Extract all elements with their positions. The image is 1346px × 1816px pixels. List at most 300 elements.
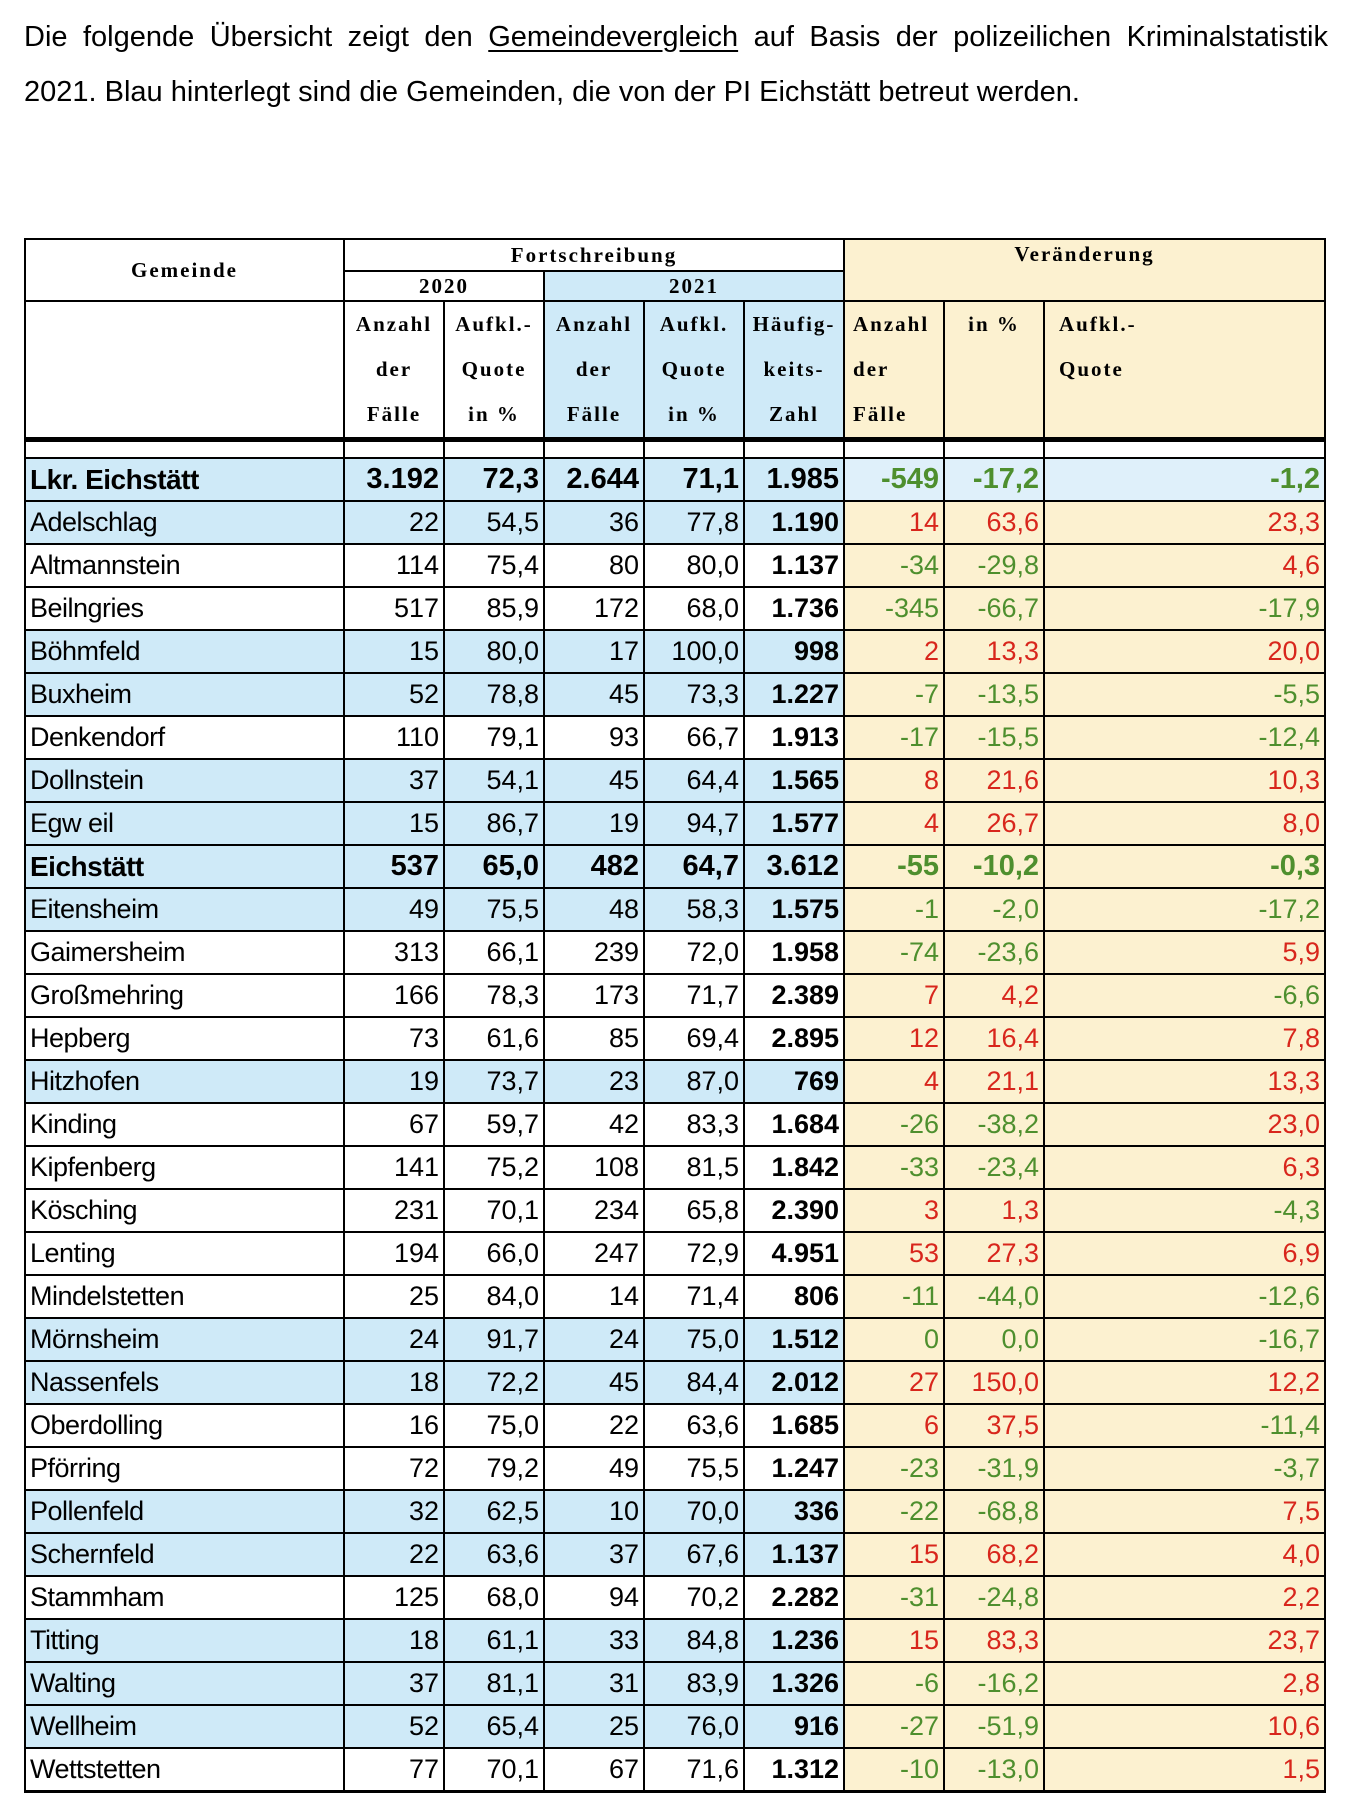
header-year-2021: 2021	[544, 271, 844, 301]
table-row	[25, 1490, 1325, 1533]
cell-q20: 91,7	[444, 1318, 544, 1361]
cell-dp: 1,3	[944, 1189, 1044, 1232]
table-row	[25, 716, 1325, 759]
cell-name: Hitzhofen	[25, 1060, 344, 1103]
cell-dp: -31,9	[944, 1447, 1044, 1490]
cell-a20: 19	[344, 1060, 444, 1103]
cell-name: Schernfeld	[25, 1533, 344, 1576]
cell-q21: 73,3	[644, 673, 744, 716]
cell-q20: 65,4	[444, 1705, 544, 1748]
header-gemeinde-blank	[25, 301, 344, 440]
cell-dq: 5,9	[1044, 931, 1325, 974]
cell-hz: 1.512	[744, 1318, 844, 1361]
cell-a21: 173	[544, 974, 644, 1017]
cell-dp: -10,2	[944, 845, 1044, 888]
cell-dp: -16,2	[944, 1662, 1044, 1705]
cell-a21: 25	[544, 1705, 644, 1748]
cell-q21: 80,0	[644, 544, 744, 587]
cell-da: -6	[844, 1662, 944, 1705]
cell-q20: 75,4	[444, 544, 544, 587]
cell-q20: 54,5	[444, 501, 544, 544]
cell-a21: 48	[544, 888, 644, 931]
cell-name: Hepberg	[25, 1017, 344, 1060]
cell-name: Stammham	[25, 1576, 344, 1619]
table-row	[25, 1017, 1325, 1060]
cell-q21: 58,3	[644, 888, 744, 931]
cell-dp: -13,0	[944, 1748, 1044, 1792]
cell-name: Gaimersheim	[25, 931, 344, 974]
cell-da: -26	[844, 1103, 944, 1146]
cell-q20: 72,3	[444, 458, 544, 501]
cell-name: Böhmfeld	[25, 630, 344, 673]
cell-q21: 68,0	[644, 587, 744, 630]
cell-a20: 125	[344, 1576, 444, 1619]
cell-dq: 13,3	[1044, 1060, 1325, 1103]
cell-hz: 3.612	[744, 845, 844, 888]
cell-a21: 108	[544, 1146, 644, 1189]
cell-hz: 1.842	[744, 1146, 844, 1189]
cell-da: 53	[844, 1232, 944, 1275]
cell-a21: 80	[544, 544, 644, 587]
cell-q20: 85,9	[444, 587, 544, 630]
cell-dq: 4,6	[1044, 544, 1325, 587]
cell-da: 4	[844, 802, 944, 845]
cell-da: 14	[844, 501, 944, 544]
cell-name: Denkendorf	[25, 716, 344, 759]
cell-da: -11	[844, 1275, 944, 1318]
cell-a21: 14	[544, 1275, 644, 1318]
table-row	[25, 1447, 1325, 1490]
cell-dp: 4,2	[944, 974, 1044, 1017]
cell-dq: -5,5	[1044, 673, 1325, 716]
cell-hz: 1.684	[744, 1103, 844, 1146]
cell-dq: -3,7	[1044, 1447, 1325, 1490]
cell-a20: 22	[344, 501, 444, 544]
cell-dq: -12,4	[1044, 716, 1325, 759]
cell-name: Kipfenberg	[25, 1146, 344, 1189]
cell-hz: 1.685	[744, 1404, 844, 1447]
cell-name: Dollnstein	[25, 759, 344, 802]
cell-hz: 1.137	[744, 544, 844, 587]
cell-a20: 18	[344, 1361, 444, 1404]
cell-name: Mindelstetten	[25, 1275, 344, 1318]
cell-dp: -68,8	[944, 1490, 1044, 1533]
cell-dq: 20,0	[1044, 630, 1325, 673]
cell-name: Großmehring	[25, 974, 344, 1017]
table-row	[25, 1361, 1325, 1404]
cell-a21: 24	[544, 1318, 644, 1361]
cell-da: 7	[844, 974, 944, 1017]
cell-q20: 79,1	[444, 716, 544, 759]
table-row	[25, 1404, 1325, 1447]
cell-dp: 37,5	[944, 1404, 1044, 1447]
cell-name: Pollenfeld	[25, 1490, 344, 1533]
table-row	[25, 630, 1325, 673]
cell-a20: 37	[344, 1662, 444, 1705]
cell-a21: 31	[544, 1662, 644, 1705]
cell-q20: 63,6	[444, 1533, 544, 1576]
cell-a21: 67	[544, 1748, 644, 1792]
cell-q21: 72,9	[644, 1232, 744, 1275]
cell-hz: 1.575	[744, 888, 844, 931]
cell-hz: 4.951	[744, 1232, 844, 1275]
cell-da: 15	[844, 1533, 944, 1576]
cell-da: -7	[844, 673, 944, 716]
cell-da: 2	[844, 630, 944, 673]
cell-a21: 482	[544, 845, 644, 888]
header-change-anzahl: Anzahl der Fälle	[844, 301, 944, 440]
cell-a21: 22	[544, 1404, 644, 1447]
cell-dq: 10,3	[1044, 759, 1325, 802]
cell-q21: 81,5	[644, 1146, 744, 1189]
cell-dq: 6,3	[1044, 1146, 1325, 1189]
cell-q20: 68,0	[444, 1576, 544, 1619]
cell-q21: 71,6	[644, 1748, 744, 1792]
cell-da: -549	[844, 458, 944, 501]
cell-name: Beilngries	[25, 587, 344, 630]
header-change-pct: in %	[944, 301, 1044, 440]
cell-hz: 916	[744, 1705, 844, 1748]
cell-dq: 4,0	[1044, 1533, 1325, 1576]
cell-q21: 64,7	[644, 845, 744, 888]
cell-q21: 94,7	[644, 802, 744, 845]
cell-dp: 83,3	[944, 1619, 1044, 1662]
header-aufkl-2020: Aufkl.- Quote in %	[444, 301, 544, 440]
cell-hz: 2.012	[744, 1361, 844, 1404]
cell-dq: 2,8	[1044, 1662, 1325, 1705]
cell-da: 0	[844, 1318, 944, 1361]
cell-da: 6	[844, 1404, 944, 1447]
cell-hz: 1.190	[744, 501, 844, 544]
cell-a20: 231	[344, 1189, 444, 1232]
cell-a20: 67	[344, 1103, 444, 1146]
cell-name: Altmannstein	[25, 544, 344, 587]
cell-a20: 141	[344, 1146, 444, 1189]
cell-q21: 67,6	[644, 1533, 744, 1576]
cell-q20: 66,0	[444, 1232, 544, 1275]
cell-a21: 23	[544, 1060, 644, 1103]
cell-a20: 32	[344, 1490, 444, 1533]
header-haeufigkeitszahl: Häufig- keits- Zahl	[744, 301, 844, 440]
cell-a21: 234	[544, 1189, 644, 1232]
cell-a20: 110	[344, 716, 444, 759]
header-veraenderung: Veränderung	[844, 239, 1325, 301]
cell-dp: -24,8	[944, 1576, 1044, 1619]
cell-hz: 2.895	[744, 1017, 844, 1060]
cell-hz: 1.326	[744, 1662, 844, 1705]
cell-q20: 75,5	[444, 888, 544, 931]
cell-q20: 72,2	[444, 1361, 544, 1404]
cell-q21: 100,0	[644, 630, 744, 673]
cell-q21: 75,5	[644, 1447, 744, 1490]
cell-q21: 87,0	[644, 1060, 744, 1103]
cell-a20: 16	[344, 1404, 444, 1447]
table-body	[25, 458, 1325, 1792]
cell-da: -1	[844, 888, 944, 931]
cell-name: Wellheim	[25, 1705, 344, 1748]
cell-a21: 10	[544, 1490, 644, 1533]
cell-a21: 36	[544, 501, 644, 544]
cell-dq: 8,0	[1044, 802, 1325, 845]
cell-dp: 27,3	[944, 1232, 1044, 1275]
cell-q20: 54,1	[444, 759, 544, 802]
cell-dp: -23,4	[944, 1146, 1044, 1189]
cell-da: -23	[844, 1447, 944, 1490]
comparison-table	[24, 238, 1325, 1793]
cell-a21: 17	[544, 630, 644, 673]
cell-a21: 37	[544, 1533, 644, 1576]
table-row	[25, 1533, 1325, 1576]
cell-dq: -0,3	[1044, 845, 1325, 888]
cell-da: 4	[844, 1060, 944, 1103]
cell-hz: 2.282	[744, 1576, 844, 1619]
cell-dq: -17,9	[1044, 587, 1325, 630]
table-row	[25, 1232, 1325, 1275]
cell-a20: 77	[344, 1748, 444, 1792]
cell-name: Lenting	[25, 1232, 344, 1275]
cell-a20: 72	[344, 1447, 444, 1490]
cell-da: 15	[844, 1619, 944, 1662]
cell-hz: 2.389	[744, 974, 844, 1017]
cell-a20: 3.192	[344, 458, 444, 501]
cell-q20: 75,0	[444, 1404, 544, 1447]
cell-da: 8	[844, 759, 944, 802]
intro-paragraph	[24, 10, 1328, 120]
cell-a21: 93	[544, 716, 644, 759]
cell-q21: 66,7	[644, 716, 744, 759]
table-row	[25, 759, 1325, 802]
cell-dp: -13,5	[944, 673, 1044, 716]
header-aufkl-2021: Aufkl. Quote in %	[644, 301, 744, 440]
cell-q21: 76,0	[644, 1705, 744, 1748]
cell-a21: 33	[544, 1619, 644, 1662]
cell-a20: 24	[344, 1318, 444, 1361]
cell-name: Pförring	[25, 1447, 344, 1490]
cell-dp: -38,2	[944, 1103, 1044, 1146]
cell-dq: 10,6	[1044, 1705, 1325, 1748]
comparison-table-wrapper	[24, 238, 1325, 1793]
cell-a21: 45	[544, 1361, 644, 1404]
cell-dp: -51,9	[944, 1705, 1044, 1748]
cell-da: 12	[844, 1017, 944, 1060]
cell-name: Eichstätt	[25, 845, 344, 888]
cell-dq: -11,4	[1044, 1404, 1325, 1447]
cell-da: -33	[844, 1146, 944, 1189]
cell-q20: 59,7	[444, 1103, 544, 1146]
cell-a21: 19	[544, 802, 644, 845]
header-year-2020: 2020	[344, 271, 544, 301]
cell-dp: 63,6	[944, 501, 1044, 544]
cell-hz: 1.565	[744, 759, 844, 802]
cell-dq: 2,2	[1044, 1576, 1325, 1619]
table-row	[25, 888, 1325, 931]
cell-da: -10	[844, 1748, 944, 1792]
cell-name: Buxheim	[25, 673, 344, 716]
cell-dq: 23,3	[1044, 501, 1325, 544]
cell-hz: 1.913	[744, 716, 844, 759]
cell-hz: 1.137	[744, 1533, 844, 1576]
cell-dp: 0,0	[944, 1318, 1044, 1361]
cell-dq: 6,9	[1044, 1232, 1325, 1275]
cell-name: Eitensheim	[25, 888, 344, 931]
cell-a21: 85	[544, 1017, 644, 1060]
cell-dq: 7,5	[1044, 1490, 1325, 1533]
intro-link-gemeindevergleich[interactable]: Gemeindevergleich	[488, 21, 739, 53]
cell-da: -27	[844, 1705, 944, 1748]
cell-q20: 78,3	[444, 974, 544, 1017]
cell-q21: 83,9	[644, 1662, 744, 1705]
cell-dp: 21,6	[944, 759, 1044, 802]
cell-hz: 998	[744, 630, 844, 673]
cell-q20: 84,0	[444, 1275, 544, 1318]
cell-a21: 45	[544, 759, 644, 802]
cell-da: 3	[844, 1189, 944, 1232]
table-row	[25, 931, 1325, 974]
table-row	[25, 501, 1325, 544]
table-row	[25, 1748, 1325, 1792]
cell-q21: 84,8	[644, 1619, 744, 1662]
cell-q21: 71,4	[644, 1275, 744, 1318]
cell-a20: 15	[344, 630, 444, 673]
header-anzahl-2021: Anzahl der Fälle	[544, 301, 644, 440]
cell-q20: 81,1	[444, 1662, 544, 1705]
cell-dp: 21,1	[944, 1060, 1044, 1103]
cell-q20: 65,0	[444, 845, 544, 888]
cell-q21: 69,4	[644, 1017, 744, 1060]
table-row	[25, 1060, 1325, 1103]
header-fortschreibung: Fortschreibung	[344, 239, 844, 271]
cell-dq: -4,3	[1044, 1189, 1325, 1232]
table-row	[25, 1705, 1325, 1748]
cell-da: -55	[844, 845, 944, 888]
cell-dp: -44,0	[944, 1275, 1044, 1318]
table-row	[25, 845, 1325, 888]
table-row	[25, 802, 1325, 845]
cell-dp: 16,4	[944, 1017, 1044, 1060]
cell-q20: 80,0	[444, 630, 544, 673]
table-row	[25, 673, 1325, 716]
cell-q20: 73,7	[444, 1060, 544, 1103]
cell-q21: 70,0	[644, 1490, 744, 1533]
table-row	[25, 1576, 1325, 1619]
cell-a20: 52	[344, 1705, 444, 1748]
cell-a20: 52	[344, 673, 444, 716]
cell-da: 27	[844, 1361, 944, 1404]
cell-a20: 114	[344, 544, 444, 587]
table-row	[25, 1619, 1325, 1662]
cell-name: Nassenfels	[25, 1361, 344, 1404]
cell-dq: -1,2	[1044, 458, 1325, 501]
header-anzahl-2020: Anzahl der Fälle	[344, 301, 444, 440]
cell-a21: 45	[544, 673, 644, 716]
cell-name: Egw eil	[25, 802, 344, 845]
cell-a21: 2.644	[544, 458, 644, 501]
intro-text-part1: Die folgende Übersicht zeigt den	[24, 21, 489, 53]
cell-q21: 77,8	[644, 501, 744, 544]
cell-a20: 313	[344, 931, 444, 974]
cell-q20: 79,2	[444, 1447, 544, 1490]
cell-dq: -16,7	[1044, 1318, 1325, 1361]
cell-dp: -17,2	[944, 458, 1044, 501]
cell-q21: 65,8	[644, 1189, 744, 1232]
cell-q21: 64,4	[644, 759, 744, 802]
cell-a21: 239	[544, 931, 644, 974]
cell-hz: 1.958	[744, 931, 844, 974]
cell-hz: 1.247	[744, 1447, 844, 1490]
cell-dq: 23,7	[1044, 1619, 1325, 1662]
cell-a20: 166	[344, 974, 444, 1017]
cell-dq: 12,2	[1044, 1361, 1325, 1404]
cell-dp: 150,0	[944, 1361, 1044, 1404]
table-row	[25, 1275, 1325, 1318]
cell-a20: 22	[344, 1533, 444, 1576]
table-row	[25, 1103, 1325, 1146]
cell-a20: 25	[344, 1275, 444, 1318]
cell-name: Walting	[25, 1662, 344, 1705]
cell-hz: 1.227	[744, 673, 844, 716]
cell-hz: 2.390	[744, 1189, 844, 1232]
cell-da: -34	[844, 544, 944, 587]
cell-q21: 83,3	[644, 1103, 744, 1146]
table-row	[25, 974, 1325, 1017]
cell-hz: 1.312	[744, 1748, 844, 1792]
cell-a20: 18	[344, 1619, 444, 1662]
cell-q20: 75,2	[444, 1146, 544, 1189]
cell-q21: 75,0	[644, 1318, 744, 1361]
cell-q20: 61,1	[444, 1619, 544, 1662]
cell-q21: 71,7	[644, 974, 744, 1017]
cell-name: Adelschlag	[25, 501, 344, 544]
cell-a20: 37	[344, 759, 444, 802]
cell-hz: 1.985	[744, 458, 844, 501]
cell-dp: -23,6	[944, 931, 1044, 974]
cell-name: Mörnsheim	[25, 1318, 344, 1361]
table-row	[25, 587, 1325, 630]
table-row	[25, 458, 1325, 501]
cell-hz: 769	[744, 1060, 844, 1103]
cell-q21: 71,1	[644, 458, 744, 501]
cell-q20: 78,8	[444, 673, 544, 716]
cell-dq: 1,5	[1044, 1748, 1325, 1792]
cell-q20: 61,6	[444, 1017, 544, 1060]
table-row	[25, 544, 1325, 587]
cell-hz: 1.736	[744, 587, 844, 630]
cell-name: Oberdolling	[25, 1404, 344, 1447]
cell-name: Kösching	[25, 1189, 344, 1232]
cell-name: Titting	[25, 1619, 344, 1662]
cell-a21: 42	[544, 1103, 644, 1146]
cell-dp: -15,5	[944, 716, 1044, 759]
cell-name: Lkr. Eichstätt	[25, 458, 344, 501]
cell-name: Kinding	[25, 1103, 344, 1146]
cell-da: -74	[844, 931, 944, 974]
cell-a20: 49	[344, 888, 444, 931]
cell-q21: 84,4	[644, 1361, 744, 1404]
cell-dp: 68,2	[944, 1533, 1044, 1576]
cell-hz: 336	[744, 1490, 844, 1533]
cell-q21: 63,6	[644, 1404, 744, 1447]
cell-a20: 15	[344, 802, 444, 845]
cell-q21: 72,0	[644, 931, 744, 974]
cell-da: -345	[844, 587, 944, 630]
cell-hz: 1.577	[744, 802, 844, 845]
cell-q20: 62,5	[444, 1490, 544, 1533]
cell-dp: -66,7	[944, 587, 1044, 630]
cell-a20: 194	[344, 1232, 444, 1275]
cell-a20: 517	[344, 587, 444, 630]
table-row	[25, 1189, 1325, 1232]
cell-da: -31	[844, 1576, 944, 1619]
